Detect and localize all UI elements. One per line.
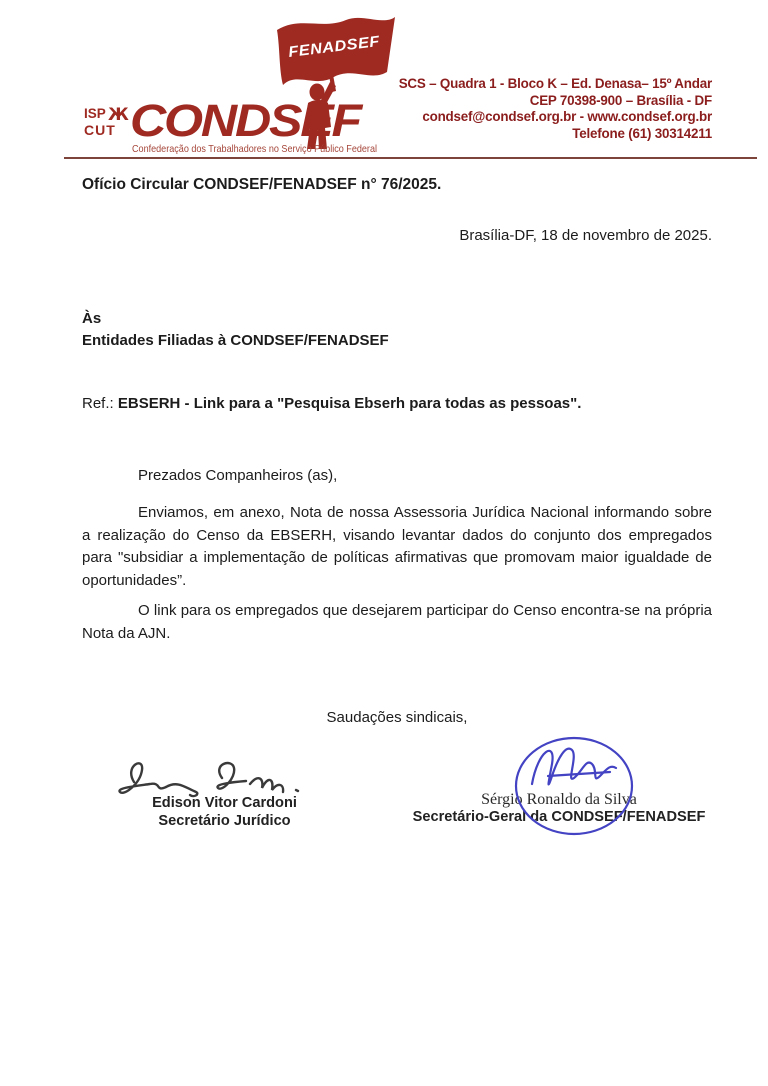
header-divider-rule: [64, 157, 757, 159]
signatory-left: [92, 795, 357, 830]
condsef-flag-logo-graphic: [80, 14, 400, 160]
ref-subject: EBSERH - Link para a "Pesquisa Ebserh para todas as pessoas".: [117, 395, 582, 412]
recipient-name: Entidades Filiadas à CONDSEF/FENADSEF: [82, 332, 389, 349]
signatory-right-title: Secretário-Geral da CONDSEF/FENADSEF: [412, 809, 706, 825]
signatory-left-name: Edison Vitor Cardoni: [152, 795, 297, 811]
address-line-4: Telefone (61) 30314211: [572, 125, 712, 141]
body-paragraph-2: O link para os empregados que desejarem participar do Censo encontra-se na própria Nota da AJN.: [82, 602, 712, 642]
signatory-right-name: Sérgio Ronaldo da Silva: [481, 791, 637, 808]
address-line-2: CEP 70398-900 – Brasília - DF: [529, 92, 712, 108]
isp-label: ISP: [84, 106, 106, 121]
condsef-wordmark: CONDSEF: [130, 95, 364, 146]
ref-label: Ref.:: [82, 395, 118, 412]
oficio-reference-number: Ofício Circular CONDSEF/FENADSEF n° 76/2025.: [82, 176, 442, 193]
recipient-salutation: Às: [82, 310, 102, 327]
signatory-left-title: Secretário Jurídico: [158, 812, 291, 829]
address-line-1: SCS – Quadra 1 - Bloco K – Ed. Denasa– 15º Andar: [398, 76, 712, 91]
greeting: Prezados Companheiros (as),: [138, 467, 338, 484]
logo-tagline: Confederação dos Trabalhadores no Serviço Público Federal: [132, 144, 377, 155]
flag-text: FENADSEF: [287, 33, 374, 61]
isp-figure-icon: Ж: [108, 105, 129, 125]
cut-label: CUT: [84, 122, 116, 138]
date-line: Brasília-DF, 18 de novembro de 2025.: [459, 227, 712, 244]
body-paragraph-1: Enviamos, em anexo, Nota de nossa Assessoria Jurídica Nacional informando sobre a realização do Censo da EBSERH, visando levantar dados do conjunto dos empregados para "subsidiar a implementação de políticas afirmativas que promovam maior igualdade de oportunidades”.: [82, 504, 712, 589]
condsef-logo: [80, 14, 400, 160]
address-line-3: condsef@condsef.org.br - www.condsef.org.br: [422, 109, 712, 125]
signatory-right: [398, 791, 720, 827]
reference-subject-line: [82, 395, 712, 412]
closing-salutation: Saudações sindicais,: [326, 709, 468, 726]
letterhead-address-block: [399, 76, 712, 142]
